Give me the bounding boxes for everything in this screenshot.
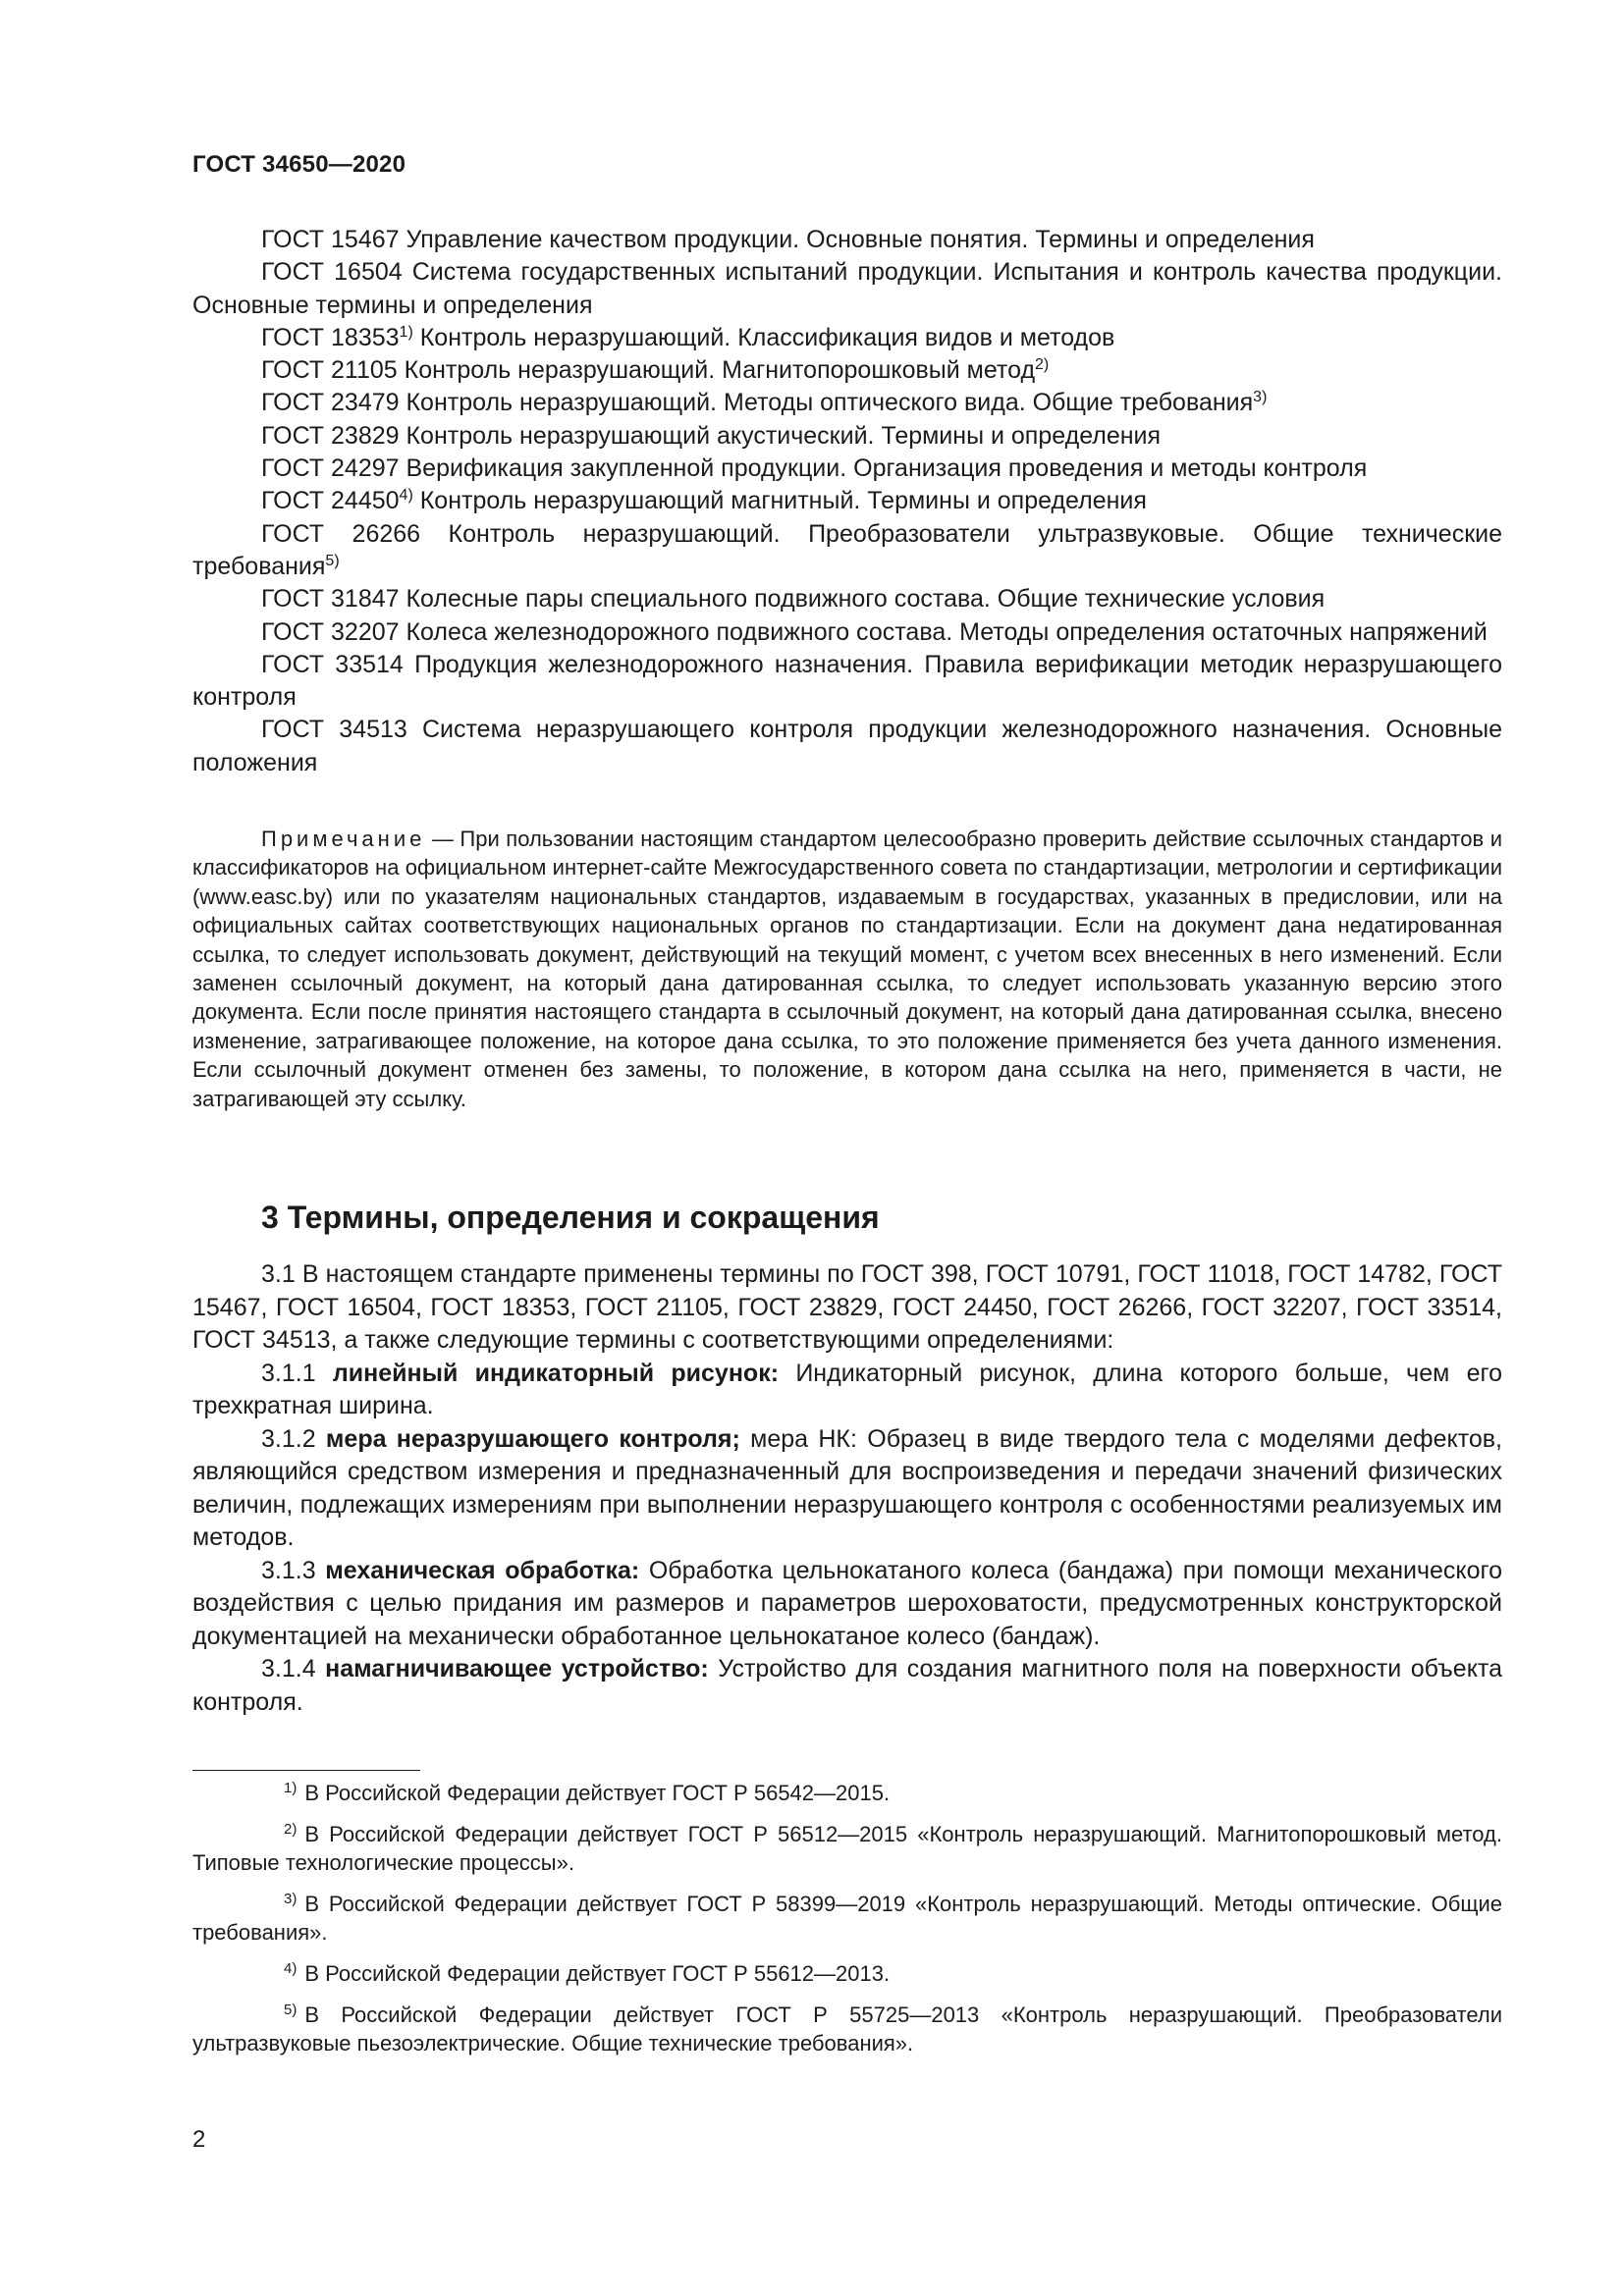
term-name: мера неразрушающего контроля; [325,1424,740,1453]
normative-references-list [192,224,1502,779]
reference-item: ГОСТ 21105 Контроль неразрушающий. Магнитопорошковый метод$^{2)}$ [261,356,1050,385]
note-label: Примечание [261,827,426,851]
page-number: 2 [192,2126,206,2153]
footnote-item: $^{1)}$ В Российской Федерации действует ГОСТ Р 56542—2015. [284,1780,891,1805]
footnote-mark: 5) [284,2002,298,2018]
reference-item: ГОСТ 16504 Система государственных испытаний продукции. Испытания и контроль качества продукции. Основные термины и определения [192,258,1502,319]
section-body [192,1258,1502,1719]
section-heading: 3 Термины, определения и сокращения [261,1200,880,1235]
footnote-ref[interactable]: 4) [399,487,413,505]
reference-item: ГОСТ 26266 Контроль неразрушающий. Преобразователи ультразвуковые. Общие технические требования$^{5)}$ [192,519,1502,580]
footnote-ref[interactable]: 5) [325,552,340,569]
reference-item: ГОСТ 32207 Колеса железнодорожного подвижного состава. Методы определения остаточных напряжений [261,617,1488,646]
footnote-ref[interactable]: 3) [1253,389,1268,406]
term-entry: 3.1.2 мера неразрушающего контроля; мера НК: Образец в виде твердого тела с моделями дефектов, являющийся средством измерения и предназначенный для воспроизведения и передачи значений физических величин, подлежащих измерениям при выполнении неразрушающего контроля с особенностями реализуемых им методов. [192,1424,1502,1551]
reference-item: ГОСТ 23829 Контроль неразрушающий акустический. Термины и определения [261,421,1162,450]
term-entry: 3.1.4 намагничивающее устройство: Устройство для создания магнитного поля на поверхности объекта контроля. [192,1655,1502,1716]
clause-intro: 3.1 В настоящем стандарте применены термины по ГОСТ 398, ГОСТ 10791, ГОСТ 11018, ГОСТ 14782, ГОСТ 15467, ГОСТ 16504, ГОСТ 18353, ГОСТ 21105, ГОСТ 23829, ГОСТ 24450, ГОСТ 26266, ГОСТ 32207, ГОСТ 33514, ГОСТ 34513, а также следующие термины с соответствующими определениями: [192,1260,1502,1354]
footnote-mark: 4) [284,1960,298,1977]
term-entry: 3.1.3 механическая обработка: Обработка цельнокатаного колеса (бандажа) при помощи механического воздействия с целью придания им размеров и параметров шероховатости, предусмотренных конструкторской документацией на механически обработанное цельнокатаное колесо (бандаж). [192,1556,1502,1650]
term-name: линейный индикаторный рисунок: [332,1359,780,1387]
footnote-divider [192,1770,420,1771]
footnote-item: $^{2)}$ В Российской Федерации действует ГОСТ Р 56512—2015 «Контроль неразрушающий. Магнитопорошковый метод. Типовые технологические процессы». [192,1821,1502,1875]
footnotes-list [192,1779,1502,2070]
reference-item: ГОСТ 34513 Система неразрушающего контроля продукции железнодорожного назначения. Основные положения [192,716,1502,776]
reference-item: ГОСТ 24450$^{4)}$ Контроль неразрушающий магнитный. Термины и определения [261,487,1147,515]
term-name: механическая обработка: [325,1556,640,1584]
footnote-mark: 2) [284,1821,298,1838]
reference-item: ГОСТ 15467 Управление качеством продукции. Основные понятия. Термины и определения [261,226,1315,253]
running-header: ГОСТ 34650—2020 [192,151,406,178]
term-entry: 3.1.1 линейный индикаторный рисунок: Индикаторный рисунок, длина которого больше, чем его трехкратная ширина. [192,1359,1502,1419]
footnote-item: $^{4)}$ В Российской Федерации действует ГОСТ Р 55612—2013. [284,1960,891,1986]
reference-item: ГОСТ 33514 Продукция железнодорожного назначения. Правила верификации методик неразрушающего контроля [192,650,1502,712]
term-name: намагничивающее устройство: [325,1655,709,1682]
footnote-mark: 1) [284,1780,298,1796]
note-paragraph [192,825,1502,1113]
footnote-ref[interactable]: 2) [1035,356,1050,374]
reference-item: ГОСТ 18353$^{1)}$ Контроль неразрушающий. Классификация видов и методов [261,323,1115,351]
footnote-ref[interactable]: 1) [399,323,413,341]
reference-item: ГОСТ 31847 Колесные пары специального подвижного состава. Общие технические условия [261,585,1326,614]
note-text: — При пользовании настоящим стандартом целесообразно проверить действие ссылочных стандартов и классификаторов на официальном интернет-сайте Межгосударственного совета по стандартизации, метрологии и сертификации (www.easc.by) или по указателям национальных стандартов, издаваемым в государствах, указанных в предисловии, или на официальных сайтах соответствующих национальных органов по стандартизации. Если на документ дана недатированная ссылка, то следует использовать документ, действующий на текущий момент, с учетом всех внесенных в него изменений. Если заменен ссылочный документ, на который дана датированная ссылка, то следует использовать указанную версию этого документа. Если после принятия настоящего стандарта в ссылочный документ, на который дана датированная ссылка, внесено изменение, затрагивающее положение, на которое дана ссылка, то это положение применяется без учета данного изменения. Если ссылочный документ отменен без замены, то положение, в котором дана ссылка на него, применяется в части, не затрагивающей эту ссылку. [192,827,1502,1111]
footnote-item: $^{5)}$ В Российской Федерации действует ГОСТ Р 55725—2013 «Контроль неразрушающий. Преобразователи ультразвуковые пьезоэлектрические. Общие технические требования». [192,2002,1502,2056]
footnote-mark: 3) [284,1891,298,1907]
footnote-item: $^{3)}$ В Российской Федерации действует ГОСТ Р 58399—2019 «Контроль неразрушающий. Методы оптические. Общие требования». [192,1891,1502,1945]
reference-item: ГОСТ 24297 Верификация закупленной продукции. Организация проведения и методы контроля [261,454,1368,483]
reference-item: ГОСТ 23479 Контроль неразрушающий. Методы оптического вида. Общие требования$^{3)}$ [261,389,1268,417]
